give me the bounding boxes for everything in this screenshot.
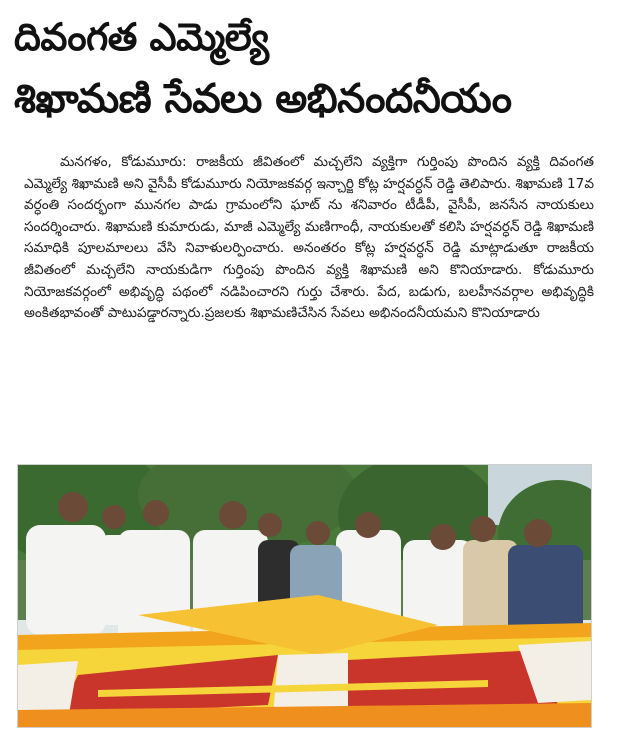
article-body: మనగళం, కోడుమూరు: రాజకీయ జీవితంలో మచ్చలేని వ్యక్తిగా గుర్తింపు పొందిన వ్యక్తి దివంగత ఎమ్మెల్యే శిఖామణి అని వైసీపీ కోడుమూరు నియోజకవర్గ ఇన్చార్జి కోట్ల హర్షవర్ధన్ రెడ్డి తెలిపారు. శిఖామణి 17వ వర్ధంతి సందర్భంగా మునగల పాడు గ్రామంలోని ఘాట్ ను శనివారం టీడీపీ, వైసీపీ, జనసేన నాయకులు సందర్శించారు. శిఖామణి కుమారుడు, మాజీ ఎమ్మెల్యే మణిగాంధీ, నాయకులతో కలిసి హర్షవర్ధన్ రెడ్డి శిఖామణి సమాధికి పూలమాలలు వేసి నివాళులర్పించారు. అనంతరం కోట్ల హర్షవర్ధన్ రెడ్డి మాట్లాడుతూ రాజకీయ జీవితంలో మచ్చలేని నాయకుడిగా గుర్తింపు పొందిన వ్యక్తి శిఖామణి అని కొనియాడారు. కోడుమూరు నియోజకవర్గంలో అభివృద్ధి పథంలో నడిపించారని గుర్తు చేశారు. పేద, బడుగు, బలహీనవర్గాల అభివృద్ధికి అంకితభావంతో పాటుపడ్డారన్నారు.ప్రజలకు శిఖామణిచేసిన సేవలు అభినందనీయమని కొనియాడారు: [24, 154, 594, 322]
news-photo: [17, 464, 592, 728]
headline-line-2: శిఖామణి సేవలు అభినందనీయం: [14, 76, 512, 122]
headline-line-1: దివంగత ఎమ్మెల్యే: [14, 15, 269, 59]
headline: [14, 8, 609, 132]
photo-tribute-at-samadhi: [18, 465, 591, 727]
